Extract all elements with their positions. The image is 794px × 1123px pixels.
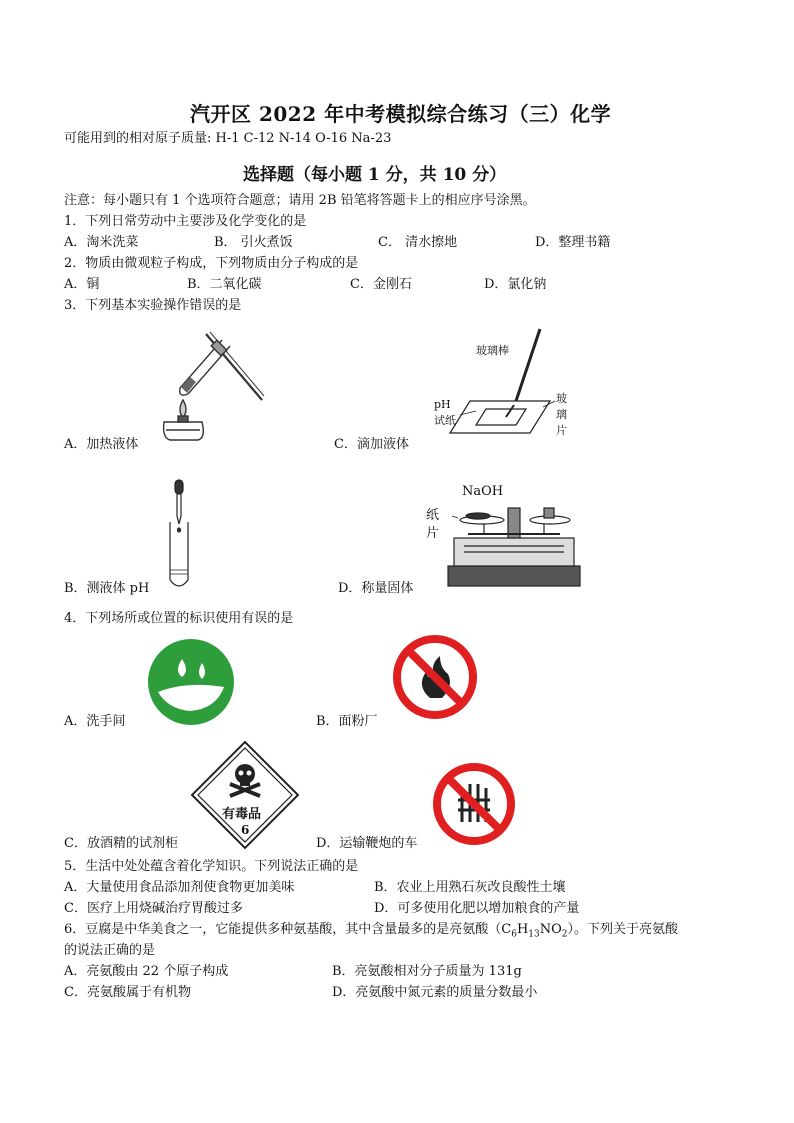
q6-option-c: C．亮氨酸属于有机物 xyxy=(64,985,191,1000)
no-fire-sign xyxy=(390,632,480,722)
q1-option-d: D．整理书籍 xyxy=(535,235,611,250)
exam-title: 汽开区 2022 年中考模拟综合练习（三）化学 xyxy=(190,102,612,126)
glass-plate-label-2: 璃 xyxy=(556,408,567,421)
no-fireworks-sign xyxy=(430,760,518,848)
q1-option-c: C． 清水擦地 xyxy=(378,235,458,250)
q3-stem: 3．下列基本实验操作错误的是 xyxy=(64,298,242,313)
water-saving-sign xyxy=(146,637,236,727)
q2-option-c: C．金刚石 xyxy=(350,277,412,292)
q5-option-d: D．可多使用化肥以增加粮食的产量 xyxy=(374,901,580,916)
q3-option-d: D．称量固体 xyxy=(338,581,414,596)
q1-stem: 1．下列日常劳动中主要涉及化学变化的是 xyxy=(64,214,307,229)
q6-option-a: A．亮氨酸由 22 个原子构成 xyxy=(64,964,229,979)
q6-option-b: B．亮氨酸相对分子质量为 131g xyxy=(332,964,522,979)
q3-option-c: C．滴加液体 xyxy=(334,437,409,452)
q1-option-b: B． 引火煮饭 xyxy=(214,235,293,250)
q2-option-b: B．二氧化碳 xyxy=(187,277,262,292)
notice-line: 注意：每小题只有 1 个选项符合题意；请用 2B 铅笔将答题卡上的相应序号涂黑。 xyxy=(64,193,536,208)
q4-option-d: D．运输鞭炮的车 xyxy=(316,836,418,851)
paper-label-2: 片 xyxy=(426,526,440,541)
q6-no: NO xyxy=(539,922,562,937)
q2-option-a: A．铜 xyxy=(64,277,100,292)
q6-stem-line2: 的说法正确的是 xyxy=(64,943,156,958)
q6-stem-part1: 6．豆腐是中华美食之一，它能提供多种氨基酸，其中含量最多的是亮氨酸（C xyxy=(64,922,512,937)
q6-sub-6: 6 xyxy=(511,929,517,940)
toxic-class: 6 xyxy=(241,823,250,837)
q6-h: H xyxy=(516,922,529,937)
glass-plate-label-3: 片 xyxy=(556,424,567,437)
glass-plate-label-1: 玻 xyxy=(556,392,567,405)
naoh-label: NaOH xyxy=(462,484,504,499)
toxic-label: 有毒品 xyxy=(222,807,262,822)
paper-label-1: 纸 xyxy=(426,508,440,523)
q3-option-a: A．加热液体 xyxy=(64,437,139,452)
q6-sub-2: 2 xyxy=(561,929,568,940)
q1-option-a: A．淘米洗菜 xyxy=(64,235,139,250)
section-title: 选择题（每小题 1 分，共 10 分） xyxy=(243,165,507,185)
q5-option-b: B．农业上用熟石灰改良酸性土壤 xyxy=(374,880,566,895)
q2-option-d: D．氯化钠 xyxy=(484,277,547,292)
ph-paper-label-2: 试纸 xyxy=(434,414,456,427)
q6-sub-13: 13 xyxy=(528,929,540,940)
q4-stem: 4．下列场所或位置的标识使用有误的是 xyxy=(64,611,294,626)
q6-stem-line1 xyxy=(64,922,678,943)
q4-option-c: C．放酒精的试剂柜 xyxy=(64,836,178,851)
q5-option-a: A．大量使用食品添加剂使食物更加美味 xyxy=(64,880,295,895)
ph-paper-label-1: pH xyxy=(434,398,451,411)
q4-option-b: B．面粉厂 xyxy=(316,714,378,729)
q2-stem: 2．物质由微观粒子构成，下列物质由分子构成的是 xyxy=(64,256,359,271)
q4-option-a: A．洗手间 xyxy=(64,714,126,729)
dropper-figure xyxy=(160,478,200,590)
q5-stem: 5．生活中处处蕴含着化学知识。下列说法正确的是 xyxy=(64,859,359,874)
q6-option-d: D．亮氨酸中氮元素的质量分数最小 xyxy=(332,985,538,1000)
q6-stem-part2: ）。下列关于亮氨酸 xyxy=(567,922,679,937)
glass-rod-label: 玻璃棒 xyxy=(476,344,509,357)
q3-option-b: B．测液体 pH xyxy=(64,581,150,596)
q5-option-c: C．医疗上用烧碱治疗胃酸过多 xyxy=(64,901,243,916)
atomic-masses-line: 可能用到的相对原子质量: H-1 C-12 N-14 O-16 Na-23 xyxy=(64,131,392,146)
heating-liquid-figure xyxy=(150,330,270,442)
